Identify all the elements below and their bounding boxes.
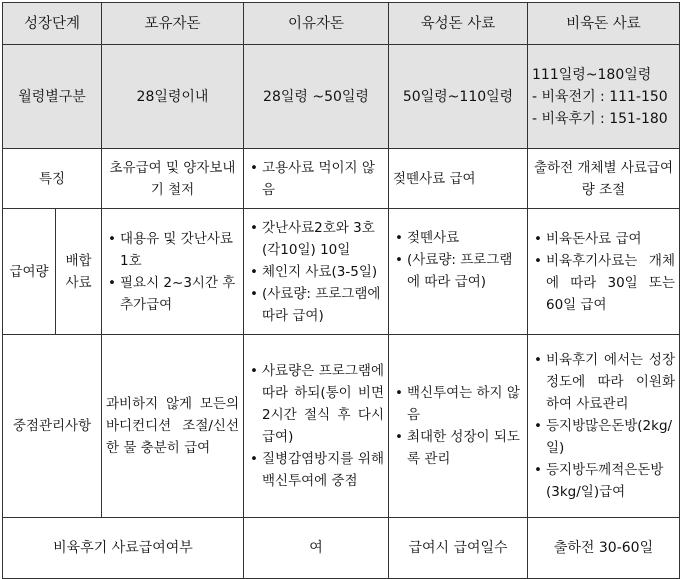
- header-grower: 육성돈 사료: [389, 3, 528, 45]
- management-finisher-item: • 등지방많은돈방(2kg/일): [532, 415, 675, 459]
- management-grower: [389, 335, 528, 518]
- management-weaning-item: • 사료량은 프로그램에 따라 하되(통이 비면 2시간 절식 후 다시 급여): [248, 360, 384, 448]
- management-suckling: 과비하지 않게 모든의 바디컨디션 조절/신선한 물 충분히 급여: [102, 335, 244, 518]
- age-grower: 50일령~110일령: [389, 45, 528, 149]
- age-label: 월령별구분: [3, 45, 102, 149]
- age-finisher: [528, 45, 680, 149]
- management-grower-item: • 최대한 성장이 되도록 관리: [393, 426, 523, 470]
- feeding-suckling-item: • 필요시 2~3시간 후 추가급여: [106, 272, 239, 316]
- management-weaning: [244, 335, 389, 518]
- features-finisher: 출하전 개체별 사료급여량 조절: [528, 149, 680, 209]
- feeding-finisher: [528, 209, 680, 335]
- management-weaning-item: • 질병감염방지를 위해 백신투여에 중점: [248, 448, 384, 492]
- feeding-grower: [389, 209, 528, 335]
- feeding-grower-item: • (사료량: 프로그램에 따라 급여): [393, 249, 523, 293]
- feeding-finisher-item: • 비육후기사료는 개체에 따라 30일 또는 60일 급여: [532, 250, 675, 316]
- feeding-suckling: [102, 209, 244, 335]
- feeding-weaning-item: • 체인지 사료(3-5일): [248, 261, 384, 283]
- feeding-label: 급여량: [3, 209, 56, 335]
- feeding-sub-label: 배합 사료: [56, 209, 102, 335]
- features-grower: 젖뗀사료 급여: [389, 149, 528, 209]
- age-finisher-range: 111일령~180일령: [532, 66, 652, 83]
- feeding-weaning: [244, 209, 389, 335]
- bottom-label: 비육후기 사료급여여부: [3, 518, 244, 579]
- age-weaning: 28일령 ~50일령: [244, 45, 389, 149]
- header-weaning: 이유자돈: [244, 3, 389, 45]
- bottom-value: 여: [244, 518, 389, 579]
- feeding-finisher-item: • 비육돈사료 급여: [532, 228, 675, 250]
- features-suckling: 초유급여 및 양자보내기 철저: [102, 149, 244, 209]
- feeding-suckling-item: • 대용유 및 갓난사료 1호: [106, 228, 239, 272]
- feeding-grower-item: • 젖뗀사료: [393, 227, 523, 249]
- pig-feeding-table: [2, 2, 680, 579]
- features-weaning-item: • 고용사료 먹이지 않음: [248, 157, 384, 201]
- feeding-weaning-item: • (사료량: 프로그램에 따라 급여): [248, 283, 384, 327]
- management-finisher-item: • 등지방두께적은돈방(3kg/일)급여: [532, 459, 675, 503]
- bottom-days-value: 출하전 30-60일: [528, 518, 680, 579]
- header-finisher: 비육돈 사료: [528, 3, 680, 45]
- features-label: 특징: [3, 149, 102, 209]
- age-finisher-late: - 비육후기 : 151-180: [532, 110, 668, 127]
- features-weaning: [244, 149, 389, 209]
- header-suckling: 포유자돈: [102, 3, 244, 45]
- management-finisher-item: • 비육후기 에서는 성장정도에 따라 이원화 하여 사료관리: [532, 349, 675, 415]
- management-grower-item: • 백신투여는 하지 않음: [393, 382, 523, 426]
- bottom-days-label: 급여시 급여일수: [389, 518, 528, 579]
- management-label: 중점관리사항: [3, 335, 102, 518]
- feeding-weaning-item: • 갓난사료2호와 3호 (각10일) 10일: [248, 217, 384, 261]
- header-stage: 성장단계: [3, 3, 102, 45]
- age-suckling: 28일령이내: [102, 45, 244, 149]
- management-finisher: [528, 335, 680, 518]
- age-finisher-early: - 비육전기 : 111-150: [532, 88, 668, 105]
